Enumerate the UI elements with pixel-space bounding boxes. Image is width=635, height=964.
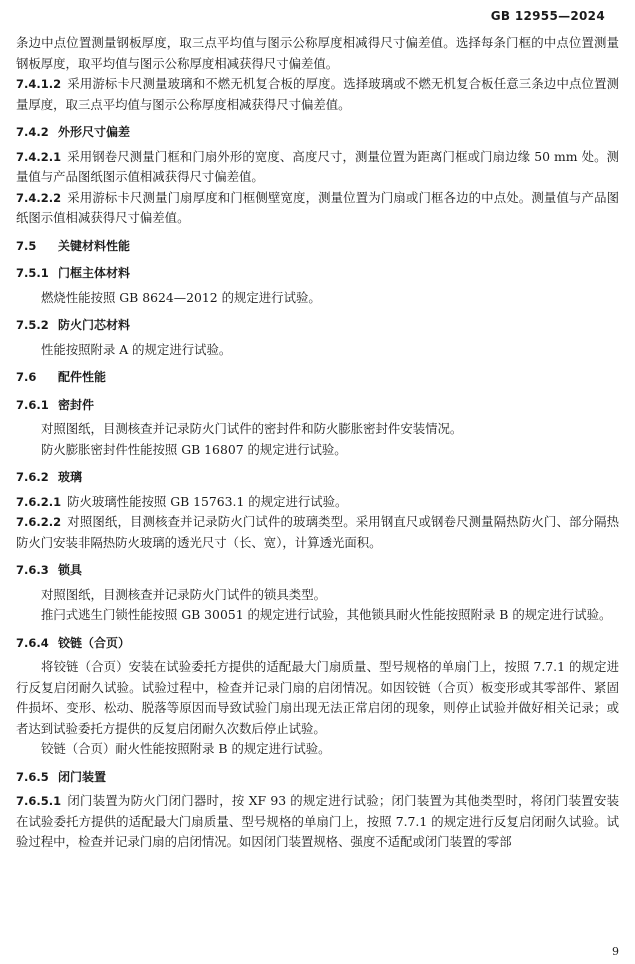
- body-paragraph: 条边中点位置测量钢板厚度，取三点平均值与图示公称厚度相减得尺寸偏差值。选择每条门框的中点位置测量钢板厚度，取平均值与图示公称厚度相减获得尺寸偏差值。: [16, 35, 619, 71]
- numbered-paragraph: [16, 188, 619, 229]
- section-number: 7.6: [16, 370, 37, 384]
- section-heading: [16, 263, 619, 284]
- numbered-paragraph: [16, 147, 619, 188]
- section-heading: [16, 395, 619, 416]
- section-number: 7.6.3: [16, 563, 49, 577]
- section-number: 7.6.4: [16, 635, 49, 650]
- clause-number: 7.4.2.1: [16, 149, 62, 164]
- section-title: 防火门芯材料: [58, 318, 131, 332]
- section-heading: [16, 122, 619, 143]
- section-title: 闭门装置: [58, 769, 107, 784]
- section-title: 外形尺寸偏差: [58, 125, 131, 139]
- page-number: 9: [612, 945, 619, 958]
- section-title: 门框主体材料: [58, 266, 131, 280]
- body-paragraph: 防火膨胀密封件性能按照 GB 16807 的规定进行试验。: [41, 441, 347, 457]
- section-heading: [16, 767, 619, 788]
- section-number: 7.4.2: [16, 125, 49, 139]
- section-number: 7.6.5: [16, 769, 49, 784]
- section-number: 7.5.2: [16, 318, 49, 332]
- clause-text: 采用钢卷尺测量门框和门扇外形的宽度、高度尺寸，测量位置为距离门框或门扇边缘 50 mm 处。测量值与产品图纸图示值相减获得尺寸偏差值。: [16, 148, 619, 184]
- section-heading: [16, 467, 619, 488]
- numbered-paragraph: [16, 791, 619, 853]
- clause-number: 7.6.5.1: [16, 794, 62, 808]
- clause-text: 闭门装置为防火门闭门器时，按 XF 93 的规定进行试验；闭门装置为其他类型时，将闭门装置安装在试验委托方提供的适配最大门扇质量、型号规格的单扇门上，按照 7.7.1 的规定进行反复启闭耐久试验。试验过程中，检查并记录门扇的启闭情况。如因闭门装置规格、强度不适配或闭门装置的零部: [16, 793, 619, 849]
- numbered-paragraph: [16, 492, 619, 513]
- section-number: 7.6.1: [16, 397, 49, 412]
- clause-number: 7.6.2.2: [16, 515, 62, 529]
- section-title: 关键材料性能: [58, 238, 131, 253]
- body-paragraph: 对照图纸，目测核查并记录防火门试件的锁具类型。: [41, 586, 326, 602]
- section-title: 配件性能: [58, 370, 107, 384]
- clause-number: 7.4.2.2: [16, 190, 62, 205]
- clause-text: 采用游标卡尺测量玻璃和不燃无机复合板的厚度。选择玻璃或不燃无机复合板任意三条边中点位置测量厚度，取三点平均值与图示公称厚度相减获得尺寸偏差值。: [16, 76, 619, 112]
- standard-code: GB 12955—2024: [490, 9, 605, 23]
- clause-text: 采用游标卡尺测量门扇厚度和门框侧壁宽度，测量位置为门扇或门框各边的中点处。测量值与产品图纸图示值相减获得尺寸偏差值。: [16, 189, 619, 225]
- section-heading: [16, 633, 619, 654]
- body-paragraph: 性能按照附录 A 的规定进行试验。: [41, 341, 232, 357]
- section-number: 7.5: [16, 238, 37, 253]
- document-body: [16, 33, 619, 853]
- section-heading: [16, 315, 619, 336]
- numbered-paragraph: [16, 512, 619, 553]
- section-title: 玻璃: [58, 470, 83, 484]
- clause-number: 7.4.1.2: [16, 77, 62, 91]
- body-paragraph: 推闩式逃生门锁性能按照 GB 30051 的规定进行试验，其他锁具耐火性能按照附录 B 的规定进行试验。: [41, 607, 612, 622]
- section-title: 密封件: [58, 397, 95, 412]
- section-number: 7.6.2: [16, 470, 49, 484]
- section-title: 铰链（合页）: [58, 635, 131, 650]
- body-paragraph: 铰链（合页）耐火性能按照附录 B 的规定进行试验。: [41, 741, 331, 756]
- body-paragraph: 燃烧性能按照 GB 8624—2012 的规定进行试验。: [41, 289, 321, 305]
- numbered-paragraph: [16, 74, 619, 115]
- section-number: 7.5.1: [16, 266, 49, 280]
- body-paragraph: 将铰链（合页）安装在试验委托方提供的适配最大门扇质量、型号规格的单扇门上，按照 7.7.1 的规定进行反复启闭耐久试验。试验过程中，检查并记录门扇的启闭情况。如因铰链（合页）板变形或其零部件、紧固件损坏、变形、松动、脱落等原因而导致试验门扇出现无法正常启闭的现象，则停止试验并做好相关记录；或者达到试验委托方提供的反复启闭耐久次数后停止试验。: [16, 659, 619, 736]
- section-heading: [16, 367, 619, 388]
- section-heading: [16, 236, 619, 257]
- section-heading: [16, 560, 619, 581]
- clause-text: 对照图纸，目测核查并记录防火门试件的玻璃类型。采用钢直尺或钢卷尺测量隔热防火门、部分隔热防火门安装非隔热防火玻璃的透光尺寸（长、宽），计算透光面积。: [16, 514, 619, 550]
- body-paragraph: 对照图纸，目测核查并记录防火门试件的密封件和防火膨胀密封件安装情况。: [41, 421, 463, 436]
- clause-text: 防火玻璃性能按照 GB 15763.1 的规定进行试验。: [67, 493, 348, 509]
- section-title: 锁具: [58, 563, 83, 577]
- clause-number: 7.6.2.1: [16, 494, 62, 509]
